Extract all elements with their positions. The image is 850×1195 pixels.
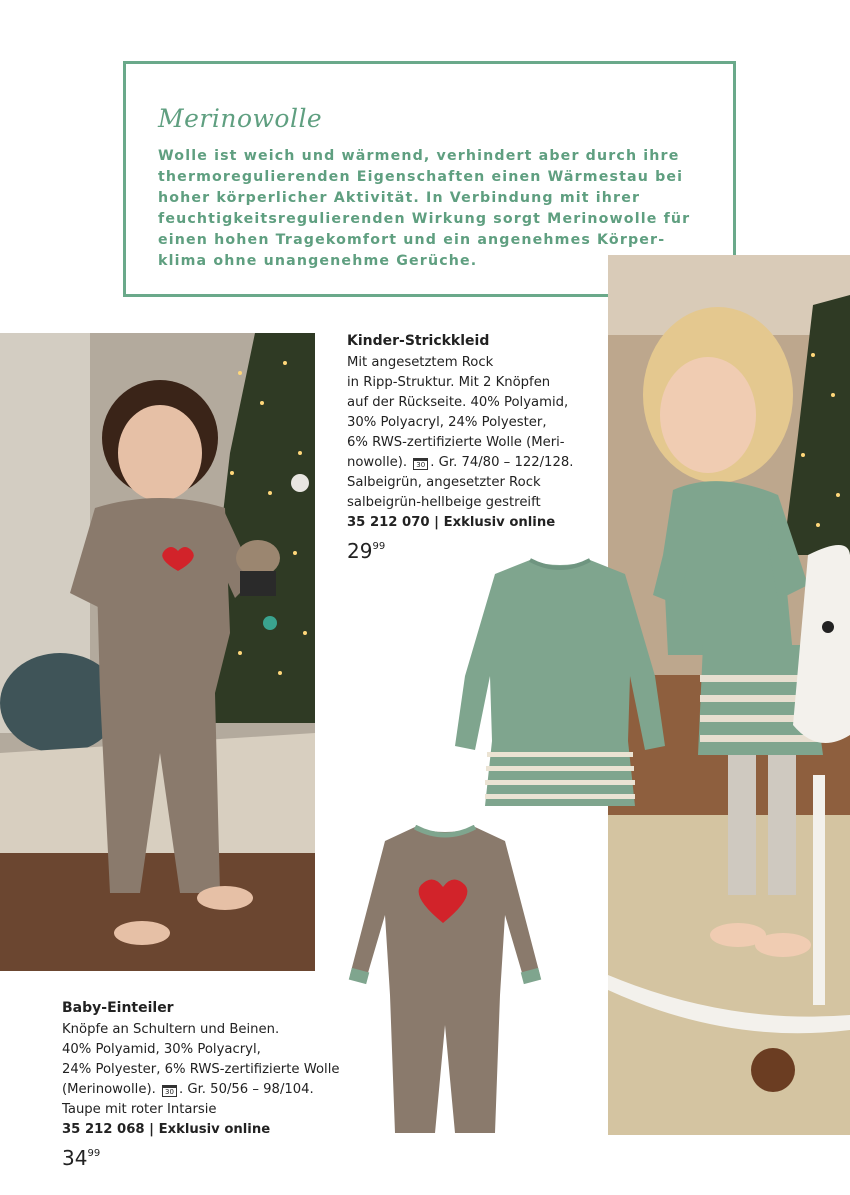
info-line: klima ohne unangenehme Gerüche. [158, 253, 478, 269]
price-cents: 99 [372, 541, 386, 552]
info-line: hoher körperlicher Aktivität. In Verbindung mit ihrer [158, 190, 641, 206]
info-line: Wolle ist weich und wärmend, verhindert aber durch ihre [158, 148, 680, 164]
price [62, 1144, 362, 1168]
wash-30-icon: 30 [162, 1085, 177, 1097]
onesie-product-image [345, 825, 545, 1135]
description-line: 30% Polyacryl, 24% Polyester, [347, 415, 547, 430]
description-line: Salbeigrün, angesetzter Rock [347, 475, 541, 490]
description-line: 40% Polyamid, 30% Polyacryl, [62, 1042, 261, 1057]
description-line: salbeigrün-hellbeige gestreift [347, 495, 541, 510]
description-line [62, 1080, 362, 1100]
description-line: Taupe mit roter Intarsie [62, 1102, 217, 1117]
price-cents: 99 [87, 1148, 101, 1159]
description-text: nowolle). [347, 455, 408, 470]
baby-photo [0, 333, 315, 971]
info-line: einen hohen Tragekomfort und ein angenehmes Körper- [158, 232, 666, 248]
info-line: thermoregulierenden Eigenschaften einen Wärmestau bei [158, 169, 684, 185]
size-range: . Gr. 50/56 – 98/104. [178, 1082, 314, 1097]
info-line: feuchtigkeitsregulierenden Wirkung sorgt Merinowolle für [158, 211, 691, 227]
price-main: 29 [347, 539, 373, 563]
baby-einteiler-description [62, 998, 362, 1168]
description-line: auf der Rückseite. 40% Polyamid, [347, 395, 569, 410]
description-text: (Merinowolle). [62, 1082, 156, 1097]
article-number: 35 212 070 | Exklusiv online [347, 515, 556, 530]
description-line: Mit angesetztem Rock [347, 355, 494, 370]
article-number: 35 212 068 | Exklusiv online [62, 1122, 271, 1137]
product-title: Kinder-Strickkleid [347, 333, 490, 349]
description-line: 6% RWS-zertifizierte Wolle (Meri- [347, 435, 565, 450]
description-line [347, 453, 577, 473]
info-box-text [158, 146, 718, 272]
description-line: 24% Polyester, 6% RWS-zertifizierte Wolle [62, 1062, 340, 1077]
wash-30-icon: 30 [413, 458, 428, 470]
kinder-strickkleid-description [347, 331, 577, 561]
price-main: 34 [62, 1146, 88, 1170]
baby-photo-illustration [0, 333, 315, 971]
description-line: Knöpfe an Schultern und Beinen. [62, 1022, 280, 1037]
dress-product-image [450, 556, 670, 808]
product-title: Baby-Einteiler [62, 1000, 174, 1016]
description-line: in Ripp-Struktur. Mit 2 Knöpfen [347, 375, 551, 390]
info-box-title: Merinowolle [158, 104, 323, 133]
size-range: . Gr. 74/80 – 122/128. [430, 455, 574, 470]
